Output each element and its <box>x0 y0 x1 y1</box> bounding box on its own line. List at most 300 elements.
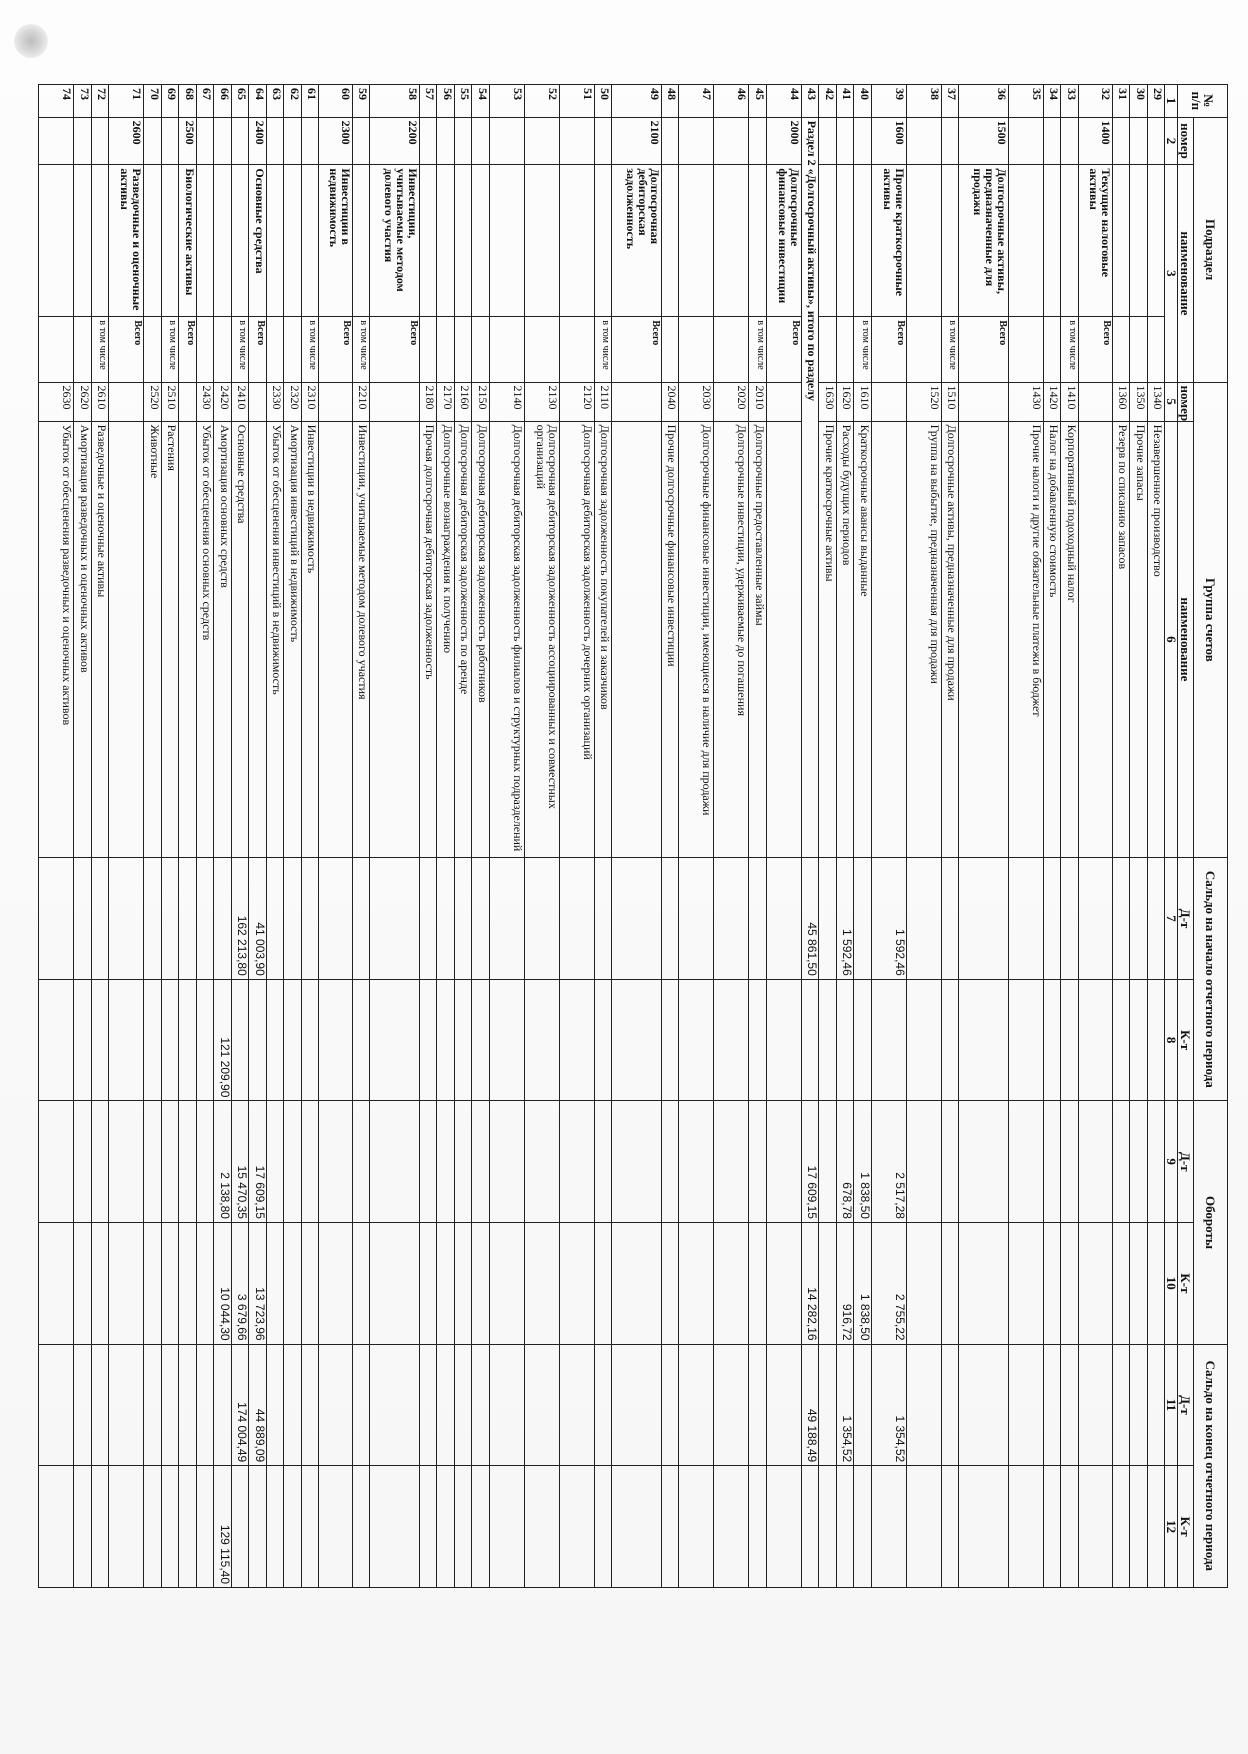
turnover-debit-cell <box>284 1101 301 1223</box>
table-row <box>301 85 318 1588</box>
opening-credit-cell <box>1008 979 1043 1101</box>
turnover-debit-cell <box>319 1101 353 1223</box>
subsection-number-cell: 2300 <box>319 117 353 165</box>
closing-credit-cell <box>161 1466 178 1588</box>
group-number-cell <box>1078 382 1112 421</box>
group-name-cell: Инвестиции в недвижимость <box>301 421 318 858</box>
closing-credit-cell <box>941 1466 958 1588</box>
opening-debit-cell <box>419 858 436 980</box>
turnover-debit-cell <box>437 1101 454 1223</box>
row-type-cell: Всего <box>319 317 353 382</box>
closing-debit-cell <box>370 1344 420 1466</box>
group-name-cell: Группа на выбытие, предназначенная для продажи <box>906 421 941 858</box>
group-number-cell: 2130 <box>524 382 559 421</box>
table-row <box>1112 85 1129 1588</box>
closing-debit-cell <box>1043 1344 1060 1466</box>
closing-debit-cell <box>594 1344 611 1466</box>
row-type-cell <box>661 317 678 382</box>
subsection-number-cell <box>714 117 749 165</box>
opening-credit-cell <box>1112 979 1129 1101</box>
table-row <box>749 85 766 1588</box>
row-number-cell: 47 <box>679 85 714 118</box>
group-name-cell <box>249 421 266 858</box>
turnover-credit-cell <box>489 1222 524 1344</box>
group-number-cell <box>319 382 353 421</box>
group-number-cell <box>109 382 144 421</box>
subsection-name-cell <box>1130 165 1147 317</box>
group-name-cell: Долгосрочные предоставленные займы <box>749 421 766 858</box>
closing-debit-cell <box>91 1344 108 1466</box>
group-number-cell: 2020 <box>714 382 749 421</box>
subsection-name-cell <box>352 165 369 317</box>
turnover-credit-cell <box>524 1222 559 1344</box>
opening-debit-cell <box>679 858 714 980</box>
header-turnover-credit: К-т <box>1178 1222 1194 1344</box>
closing-debit-cell <box>196 1344 213 1466</box>
turnover-debit-cell <box>419 1101 436 1223</box>
ledger-table <box>38 84 1228 1588</box>
turnover-debit-cell: 17 609,15 <box>249 1101 266 1223</box>
row-type-cell <box>266 317 283 382</box>
closing-credit-cell: 129 115,40 <box>214 1466 231 1588</box>
turnover-credit-cell <box>144 1222 161 1344</box>
closing-debit-cell <box>489 1344 524 1466</box>
row-number-cell: 35 <box>1008 85 1043 118</box>
row-number-cell: 67 <box>196 85 213 118</box>
row-type-cell: в том числе <box>749 317 766 382</box>
opening-debit-cell <box>1147 858 1164 980</box>
row-number-cell: 60 <box>319 85 353 118</box>
closing-credit-cell <box>1008 1466 1043 1588</box>
subsection-name-cell <box>454 165 471 317</box>
subsection-number-cell: 2400 <box>249 117 266 165</box>
group-number-cell <box>959 382 1009 421</box>
subsection-number-cell: 2200 <box>370 117 420 165</box>
closing-credit-cell <box>301 1466 318 1588</box>
group-name-cell: Долгосрочные активы, предназначенные для продажи <box>941 421 958 858</box>
turnover-debit-cell <box>959 1101 1009 1223</box>
group-name-cell: Основные средства <box>231 421 248 858</box>
table-row <box>266 85 283 1588</box>
row-type-cell: в том числе <box>161 317 178 382</box>
subsection-name-cell: Биологические активы <box>179 165 196 317</box>
table-row <box>801 85 818 1588</box>
subsection-name-cell <box>144 165 161 317</box>
opening-credit-cell <box>249 979 266 1101</box>
row-number-cell: 29 <box>1147 85 1164 118</box>
table-row <box>1130 85 1147 1588</box>
row-number-cell: 55 <box>454 85 471 118</box>
group-name-cell: Долгосрочная задолженность покупателей и заказчиков <box>594 421 611 858</box>
opening-debit-cell <box>1112 858 1129 980</box>
row-number-cell: 66 <box>214 85 231 118</box>
opening-credit-cell <box>419 979 436 1101</box>
opening-debit-cell <box>109 858 144 980</box>
opening-debit-cell <box>749 858 766 980</box>
group-number-cell: 2040 <box>661 382 678 421</box>
opening-credit-cell <box>854 979 871 1101</box>
opening-debit-cell <box>472 858 489 980</box>
closing-debit-cell: 1 354,52 <box>836 1344 853 1466</box>
subsection-number-cell <box>231 117 248 165</box>
opening-debit-cell <box>352 858 369 980</box>
group-name-cell: Незавершенное производство <box>1147 421 1164 858</box>
table-row <box>214 85 231 1588</box>
opening-debit-cell <box>959 858 1009 980</box>
subsection-name-cell <box>266 165 283 317</box>
closing-debit-cell <box>612 1344 662 1466</box>
opening-debit-cell <box>1078 858 1112 980</box>
header-opening-debit: Д-т <box>1178 858 1194 980</box>
opening-credit-cell <box>766 979 801 1101</box>
subsection-number-cell <box>854 117 871 165</box>
group-number-cell: 1410 <box>1061 382 1078 421</box>
closing-debit-cell <box>284 1344 301 1466</box>
header-turnover: Обороты <box>1194 1101 1228 1344</box>
group-name-cell <box>179 421 196 858</box>
closing-credit-cell <box>766 1466 801 1588</box>
subsection-name-cell <box>161 165 178 317</box>
group-number-cell: 2630 <box>39 382 74 421</box>
turnover-debit-cell <box>524 1101 559 1223</box>
opening-debit-cell <box>714 858 749 980</box>
row-number-cell: 64 <box>249 85 266 118</box>
subsection-name-cell <box>661 165 678 317</box>
table-row <box>836 85 853 1588</box>
opening-credit-cell <box>231 979 248 1101</box>
closing-debit-cell <box>161 1344 178 1466</box>
row-type-cell <box>144 317 161 382</box>
group-name-cell: Убыток от обесценения основных средств <box>196 421 213 858</box>
turnover-credit-cell <box>472 1222 489 1344</box>
subsection-name-cell: Разведочные и оценочные активы <box>109 165 144 317</box>
group-number-cell <box>370 382 420 421</box>
closing-credit-cell <box>39 1466 74 1588</box>
closing-credit-cell <box>1147 1466 1164 1588</box>
section-total-label: Раздел 2 «Долгосрочный активы», итого по разделу <box>801 117 818 858</box>
subsection-number-cell <box>1061 117 1078 165</box>
turnover-debit-cell: 2 138,80 <box>214 1101 231 1223</box>
opening-debit-cell <box>196 858 213 980</box>
group-name-cell: Прочие краткосрочные активы <box>819 421 836 858</box>
subsection-name-cell <box>679 165 714 317</box>
subsection-number-cell <box>454 117 471 165</box>
group-name-cell: Долгосрочная дебиторская задолженность по аренде <box>454 421 471 858</box>
subsection-name-cell <box>749 165 766 317</box>
group-number-cell: 1420 <box>1043 382 1060 421</box>
subsection-name-cell: Долгосрочные активы, предназначенные для продажи <box>959 165 1009 317</box>
turnover-debit-cell <box>749 1101 766 1223</box>
group-number-cell: 1350 <box>1130 382 1147 421</box>
turnover-credit-cell <box>419 1222 436 1344</box>
subsection-name-cell <box>1147 165 1164 317</box>
row-type-cell: Всего <box>959 317 1009 382</box>
row-number-cell: 50 <box>594 85 611 118</box>
row-number-cell: 59 <box>352 85 369 118</box>
row-number-cell: 72 <box>91 85 108 118</box>
subsection-number-cell <box>91 117 108 165</box>
row-number-cell: 51 <box>559 85 594 118</box>
turnover-debit-cell <box>679 1101 714 1223</box>
opening-debit-cell <box>594 858 611 980</box>
table-row <box>419 85 436 1588</box>
group-name-cell <box>871 421 906 858</box>
closing-debit-cell <box>749 1344 766 1466</box>
header-turnover-debit: Д-т <box>1178 1101 1194 1223</box>
group-number-cell: 2150 <box>472 382 489 421</box>
row-number-cell: 39 <box>871 85 906 118</box>
row-type-cell <box>679 317 714 382</box>
column-index: 9 <box>1165 1101 1178 1223</box>
closing-credit-cell <box>714 1466 749 1588</box>
row-type-cell <box>836 317 853 382</box>
row-type-cell: в том числе <box>231 317 248 382</box>
opening-debit-cell <box>91 858 108 980</box>
row-type-cell <box>472 317 489 382</box>
column-index: 11 <box>1165 1344 1178 1466</box>
opening-debit-cell <box>1008 858 1043 980</box>
opening-credit-cell <box>612 979 662 1101</box>
subsection-number-cell <box>594 117 611 165</box>
row-number-cell: 34 <box>1043 85 1060 118</box>
turnover-credit-cell: 13 723,96 <box>249 1222 266 1344</box>
turnover-debit-cell <box>1061 1101 1078 1223</box>
group-name-cell: Налог на добавленную стоимость <box>1043 421 1060 858</box>
group-number-cell: 2140 <box>489 382 524 421</box>
closing-debit-cell <box>419 1344 436 1466</box>
subsection-name-cell: Инвестиции, учитываемые методом долевого участия <box>370 165 420 317</box>
turnover-debit-cell: 2 517,28 <box>871 1101 906 1223</box>
row-number-cell: 44 <box>766 85 801 118</box>
subsection-number-cell <box>906 117 941 165</box>
group-name-cell: Расходы будущих периодов <box>836 421 853 858</box>
opening-credit-cell <box>301 979 318 1101</box>
turnover-credit-cell <box>906 1222 941 1344</box>
group-name-cell <box>612 421 662 858</box>
closing-credit-cell <box>1043 1466 1060 1588</box>
column-index: 2 <box>1165 117 1178 165</box>
table-row <box>959 85 1009 1588</box>
opening-credit-cell <box>39 979 74 1101</box>
subsection-number-cell <box>352 117 369 165</box>
group-name-cell: Корпоративный подоходный налог <box>1061 421 1078 858</box>
opening-credit-cell <box>1061 979 1078 1101</box>
column-index: 10 <box>1165 1222 1178 1344</box>
group-number-cell: 2160 <box>454 382 471 421</box>
group-number-cell <box>179 382 196 421</box>
turnover-debit-cell: 17 609,15 <box>801 1101 818 1223</box>
opening-credit-cell <box>489 979 524 1101</box>
table-row <box>370 85 420 1588</box>
closing-debit-cell <box>524 1344 559 1466</box>
group-name-cell <box>766 421 801 858</box>
row-type-cell <box>437 317 454 382</box>
subsection-number-cell <box>1130 117 1147 165</box>
row-number-cell: 36 <box>959 85 1009 118</box>
row-type-cell <box>1008 317 1043 382</box>
closing-credit-cell <box>801 1466 818 1588</box>
turnover-credit-cell: 916,72 <box>836 1222 853 1344</box>
row-type-cell: в том числе <box>352 317 369 382</box>
turnover-debit-cell <box>1008 1101 1043 1223</box>
group-number-cell: 1510 <box>941 382 958 421</box>
header-closing-balance: Сальдо на конец отчетного периода <box>1194 1344 1228 1587</box>
turnover-credit-cell: 1 838,50 <box>854 1222 871 1344</box>
turnover-credit-cell <box>266 1222 283 1344</box>
closing-debit-cell <box>1147 1344 1164 1466</box>
opening-credit-cell <box>179 979 196 1101</box>
group-number-cell <box>249 382 266 421</box>
opening-debit-cell <box>819 858 836 980</box>
turnover-debit-cell <box>1043 1101 1060 1223</box>
closing-debit-cell <box>941 1344 958 1466</box>
group-number-cell: 2180 <box>419 382 436 421</box>
opening-debit-cell <box>74 858 91 980</box>
subsection-number-cell <box>489 117 524 165</box>
row-type-cell <box>714 317 749 382</box>
turnover-credit-cell <box>161 1222 178 1344</box>
group-name-cell: Долгосрочные финансовые инвестиции, имеющиеся в наличие для продажи <box>679 421 714 858</box>
table-row <box>906 85 941 1588</box>
table-row <box>284 85 301 1588</box>
subsection-number-cell <box>74 117 91 165</box>
row-type-cell <box>196 317 213 382</box>
table-row <box>249 85 266 1588</box>
opening-debit-cell <box>284 858 301 980</box>
opening-credit-cell <box>801 979 818 1101</box>
opening-debit-cell: 1 592,46 <box>871 858 906 980</box>
turnover-credit-cell: 10 044,30 <box>214 1222 231 1344</box>
turnover-debit-cell: 678,78 <box>836 1101 853 1223</box>
table-row <box>352 85 369 1588</box>
group-name-cell: Долгосрочная дебиторская задолженность филиалов и структурных подразделений <box>489 421 524 858</box>
group-name-cell: Амортизация инвестиций в недвижимость <box>284 421 301 858</box>
subsection-number-cell: 2100 <box>612 117 662 165</box>
table-row <box>661 85 678 1588</box>
row-number-cell: 32 <box>1078 85 1112 118</box>
subsection-name-cell <box>196 165 213 317</box>
closing-debit-cell <box>74 1344 91 1466</box>
closing-debit-cell <box>109 1344 144 1466</box>
opening-debit-cell <box>1130 858 1147 980</box>
opening-debit-cell <box>941 858 958 980</box>
closing-credit-cell <box>370 1466 420 1588</box>
table-row <box>612 85 662 1588</box>
turnover-credit-cell <box>941 1222 958 1344</box>
opening-debit-cell <box>766 858 801 980</box>
row-type-cell <box>454 317 471 382</box>
group-number-cell: 2120 <box>559 382 594 421</box>
opening-debit-cell: 1 592,46 <box>836 858 853 980</box>
turnover-credit-cell <box>109 1222 144 1344</box>
closing-credit-cell <box>352 1466 369 1588</box>
row-number-cell: 45 <box>749 85 766 118</box>
header-account-group: Группа счетов <box>1194 382 1228 858</box>
row-number-cell: 73 <box>74 85 91 118</box>
closing-credit-cell <box>819 1466 836 1588</box>
closing-credit-cell <box>249 1466 266 1588</box>
table-row <box>871 85 906 1588</box>
turnover-debit-cell <box>109 1101 144 1223</box>
column-index: 12 <box>1165 1466 1178 1588</box>
opening-debit-cell <box>612 858 662 980</box>
table-row <box>179 85 196 1588</box>
table-row <box>1043 85 1060 1588</box>
table-row <box>144 85 161 1588</box>
closing-credit-cell <box>661 1466 678 1588</box>
closing-debit-cell <box>959 1344 1009 1466</box>
row-number-cell: 57 <box>419 85 436 118</box>
subsection-number-cell <box>472 117 489 165</box>
turnover-credit-cell <box>559 1222 594 1344</box>
column-index: 6 <box>1165 421 1178 858</box>
row-number-cell: 69 <box>161 85 178 118</box>
subsection-name-cell <box>714 165 749 317</box>
row-type-cell <box>559 317 594 382</box>
group-name-cell <box>109 421 144 858</box>
opening-credit-cell <box>161 979 178 1101</box>
row-type-cell: Всего <box>109 317 144 382</box>
table-row <box>1147 85 1164 1588</box>
table-body <box>39 85 1165 1588</box>
opening-debit-cell <box>661 858 678 980</box>
closing-debit-cell <box>679 1344 714 1466</box>
row-number-cell: 56 <box>437 85 454 118</box>
group-name-cell: Долгосрочные инвестиции, удерживаемые до погашения <box>714 421 749 858</box>
table-row <box>766 85 801 1588</box>
turnover-credit-cell <box>1130 1222 1147 1344</box>
turnover-debit-cell <box>352 1101 369 1223</box>
closing-debit-cell: 44 889,09 <box>249 1344 266 1466</box>
opening-credit-cell <box>749 979 766 1101</box>
opening-credit-cell <box>559 979 594 1101</box>
closing-credit-cell <box>1112 1466 1129 1588</box>
subsection-number-cell <box>1043 117 1060 165</box>
subsection-name-cell <box>941 165 958 317</box>
opening-debit-cell <box>854 858 871 980</box>
row-type-cell: Всего <box>370 317 420 382</box>
turnover-credit-cell <box>594 1222 611 1344</box>
subsection-name-cell <box>559 165 594 317</box>
turnover-credit-cell <box>1043 1222 1060 1344</box>
row-type-cell: в том числе <box>1061 317 1078 382</box>
closing-debit-cell <box>214 1344 231 1466</box>
row-number-cell: 31 <box>1112 85 1129 118</box>
subsection-number-cell <box>301 117 318 165</box>
subsection-name-cell <box>524 165 559 317</box>
row-number-cell: 41 <box>836 85 853 118</box>
row-type-cell: в том числе <box>854 317 871 382</box>
subsection-number-cell: 2600 <box>109 117 144 165</box>
subsection-name-cell <box>419 165 436 317</box>
turnover-debit-cell <box>370 1101 420 1223</box>
opening-credit-cell <box>661 979 678 1101</box>
table-row <box>454 85 471 1588</box>
closing-credit-cell <box>959 1466 1009 1588</box>
row-type-cell: в том числе <box>301 317 318 382</box>
row-type-cell: в том числе <box>594 317 611 382</box>
subsection-name-cell <box>437 165 454 317</box>
opening-debit-cell <box>319 858 353 980</box>
opening-credit-cell <box>836 979 853 1101</box>
opening-credit-cell <box>319 979 353 1101</box>
group-name-cell: Долгосрочная дебиторская задолженность работников <box>472 421 489 858</box>
subsection-number-cell <box>836 117 853 165</box>
subsection-name-cell: Прочие краткосрочные активы <box>871 165 906 317</box>
closing-credit-cell <box>594 1466 611 1588</box>
turnover-debit-cell <box>144 1101 161 1223</box>
subsection-number-cell <box>437 117 454 165</box>
